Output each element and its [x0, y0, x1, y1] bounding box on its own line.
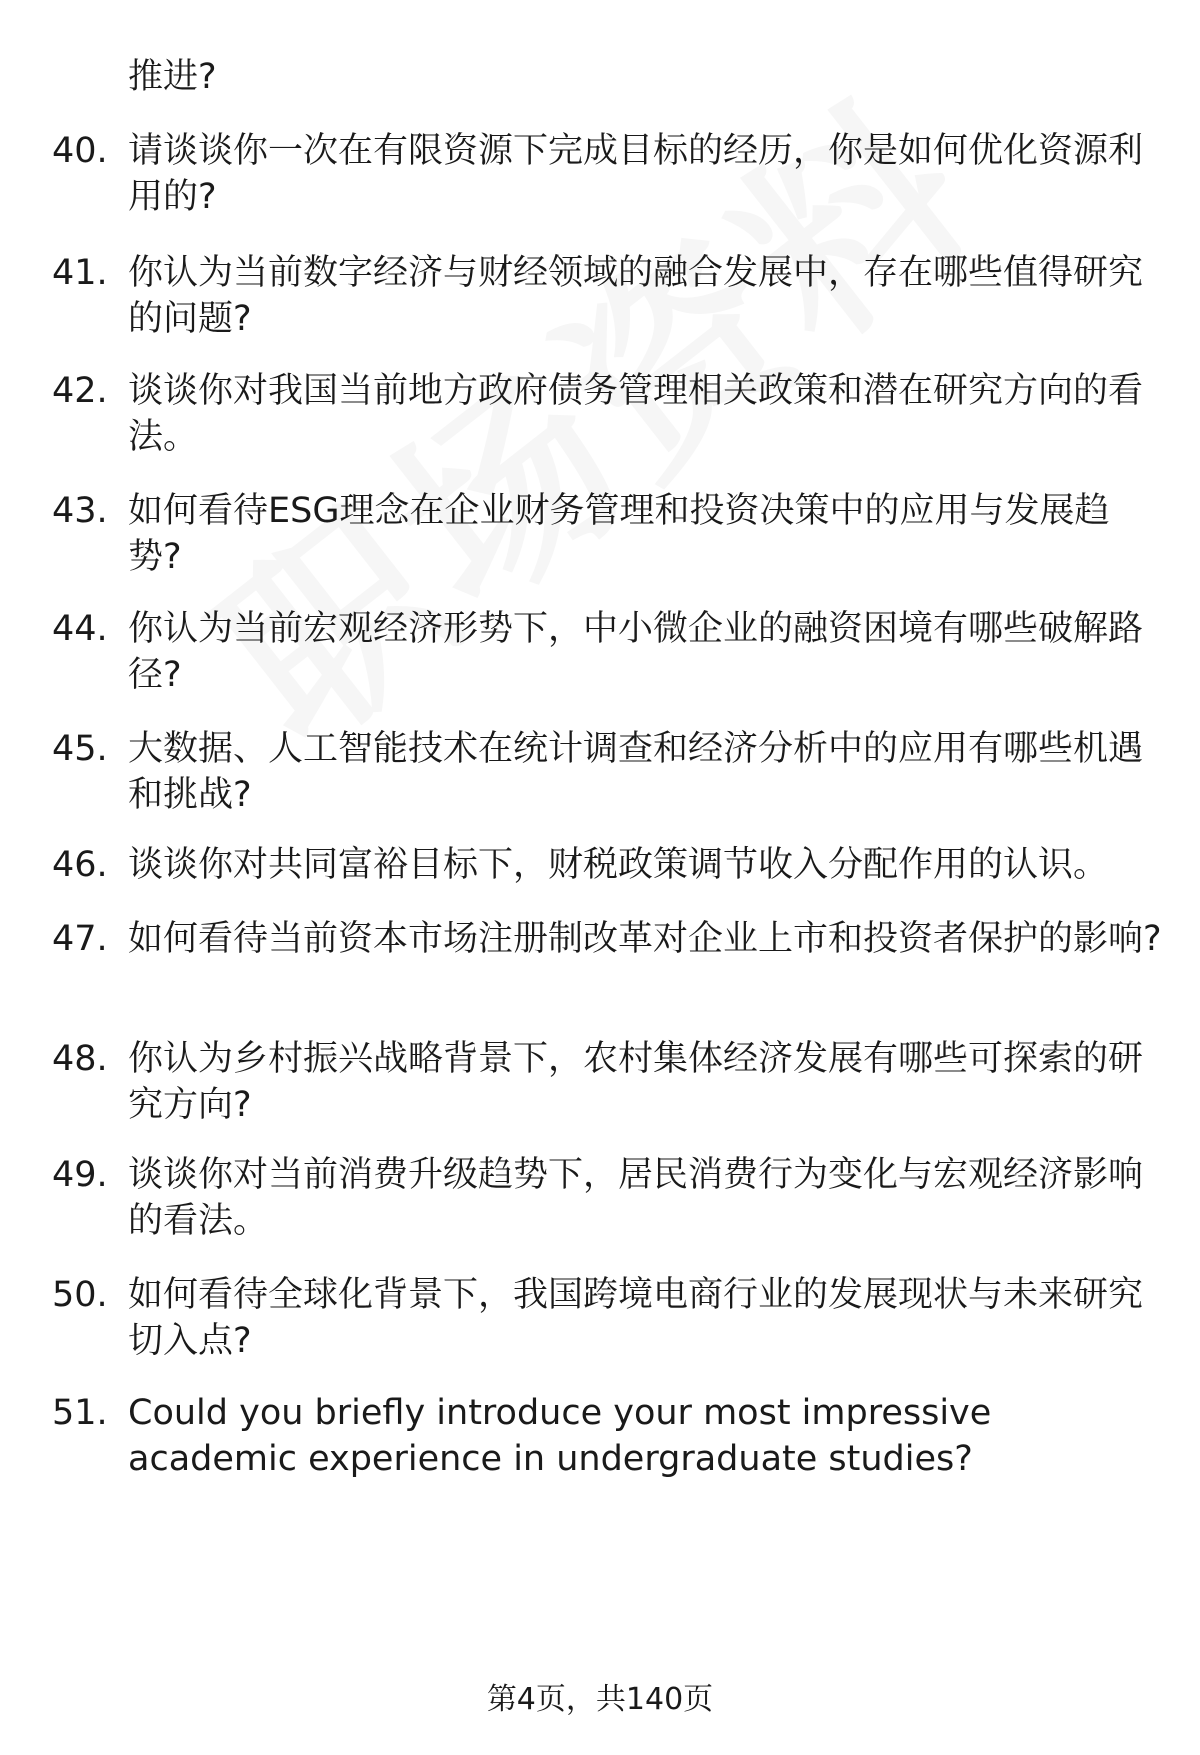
question-text: Could you briefly introduce your most impressive academic experience in undergraduate studies?	[128, 1393, 992, 1479]
page-footer: 第4页，共140页	[486, 1682, 714, 1717]
question-number: 51.	[52, 1393, 108, 1433]
question-number: 41.	[52, 253, 108, 293]
question-item	[52, 726, 1162, 818]
question-number: 47.	[52, 919, 108, 959]
question-text: 如何看待全球化背景下，我国跨境电商行业的发展现状与未来研究切入点?	[128, 1275, 1144, 1361]
question-item	[52, 916, 1162, 962]
question-item	[52, 368, 1162, 460]
question-item	[52, 842, 1162, 888]
question-text: 如何看待当前资本市场注册制改革对企业上市和投资者保护的影响?	[128, 919, 1162, 959]
question-number: 50.	[52, 1275, 108, 1315]
question-number: 45.	[52, 729, 108, 769]
question-item	[52, 606, 1162, 698]
question-item	[52, 488, 1162, 580]
question-continuation	[52, 54, 1162, 100]
question-item	[52, 1152, 1162, 1244]
question-text: 如何看待ESG理念在企业财务管理和投资决策中的应用与发展趋势?	[128, 491, 1110, 577]
question-text: 你认为乡村振兴战略背景下，农村集体经济发展有哪些可探索的研究方向?	[128, 1039, 1144, 1125]
question-item	[52, 1036, 1162, 1128]
question-item	[52, 250, 1162, 342]
question-number: 48.	[52, 1039, 108, 1079]
question-item	[52, 1390, 1162, 1482]
question-number: 40.	[52, 131, 108, 171]
question-number: 49.	[52, 1155, 108, 1195]
question-text: 谈谈你对共同富裕目标下，财税政策调节收入分配作用的认识。	[128, 845, 1109, 885]
question-text: 请谈谈你一次在有限资源下完成目标的经历，你是如何优化资源利用的?	[128, 131, 1144, 217]
question-number: 44.	[52, 609, 108, 649]
question-number: 46.	[52, 845, 108, 885]
question-text: 你认为当前宏观经济形势下，中小微企业的融资困境有哪些破解路径?	[128, 609, 1144, 695]
question-item	[52, 1272, 1162, 1364]
question-item	[52, 128, 1162, 220]
question-text: 大数据、人工智能技术在统计调查和经济分析中的应用有哪些机遇和挑战?	[128, 729, 1144, 815]
question-text: 你认为当前数字经济与财经领域的融合发展中，存在哪些值得研究的问题?	[128, 253, 1144, 339]
question-number: 43.	[52, 491, 108, 531]
question-text: 谈谈你对我国当前地方政府债务管理相关政策和潜在研究方向的看法。	[128, 371, 1144, 457]
question-number: 42.	[52, 371, 108, 411]
question-text: 谈谈你对当前消费升级趋势下，居民消费行为变化与宏观经济影响的看法。	[128, 1155, 1144, 1241]
question-text: 推进?	[128, 57, 217, 97]
